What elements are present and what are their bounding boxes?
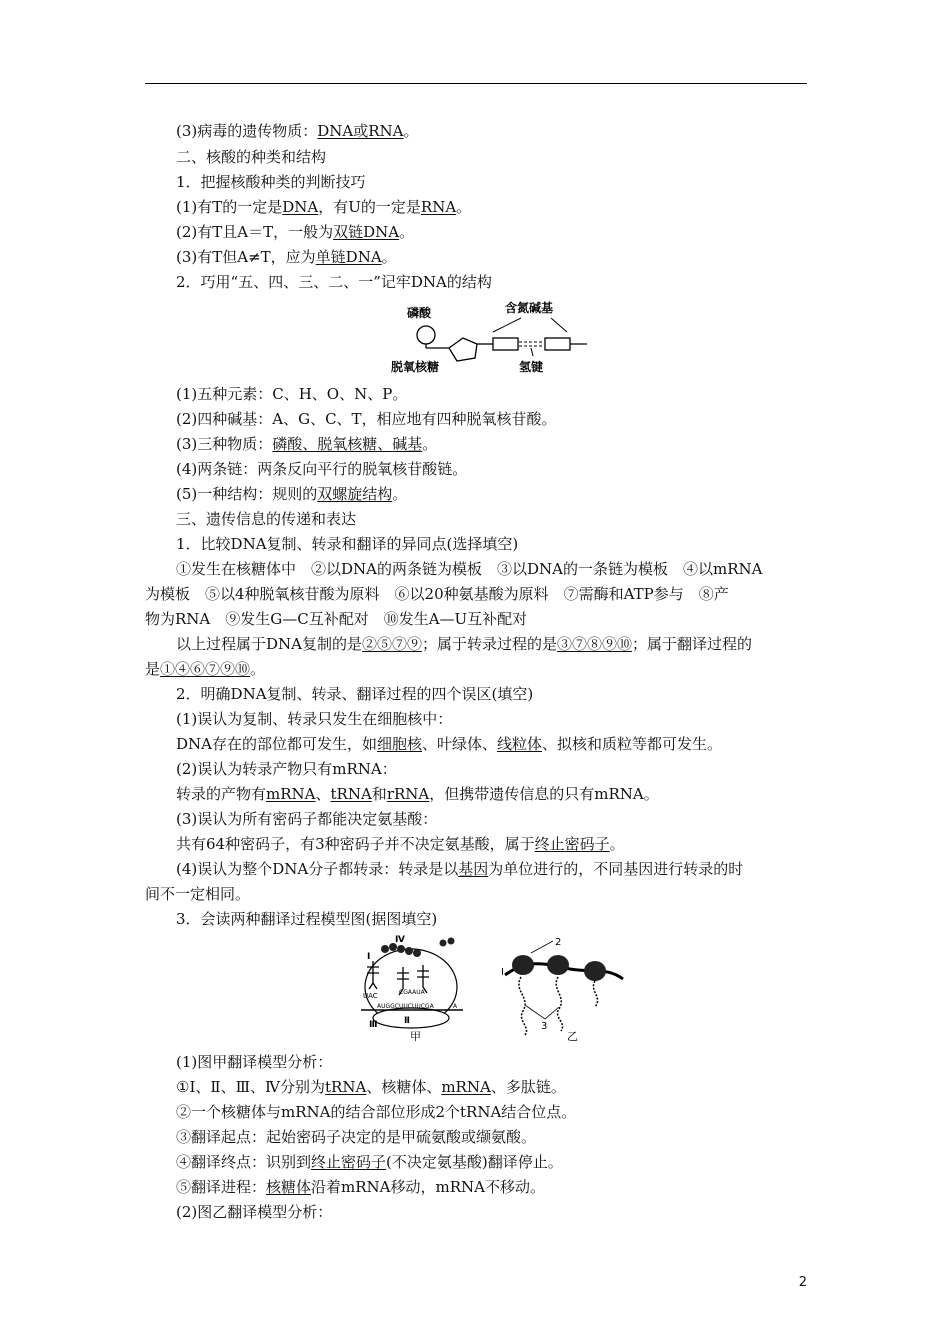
text-line: ④翻译终点：识别到终止密码子(不决定氨基酸)翻译停止。	[176, 1153, 563, 1171]
text-line: 物为RNA ⑨发生G—C互补配对 ⑩发生A—U互补配对	[145, 610, 528, 628]
polypeptide-chain	[519, 977, 527, 1035]
text-line: (2)图乙翻译模型分析：	[176, 1203, 333, 1221]
text-line: (1)有T的一定是DNA，有U的一定是RNA。	[176, 198, 472, 216]
ribosome-small-subunit	[373, 1008, 449, 1028]
hbond-label: 氢键	[519, 360, 544, 374]
svg-text:Ⅳ: Ⅳ	[395, 935, 405, 945]
svg-text:Ⅰ: Ⅰ	[501, 967, 504, 978]
page-number: 2	[798, 1275, 807, 1290]
text-line: (1)五种元素：C、H、O、N、P。	[176, 385, 408, 403]
translation-model-figure	[355, 935, 630, 1043]
svg-text:UAC: UAC	[363, 992, 378, 1000]
text-line: (3)有T但A≠T，应为单链DNA。	[176, 248, 397, 266]
section-heading: 二、核酸的种类和结构	[176, 148, 327, 166]
text-line: (4)两条链：两条反向平行的脱氧核苷酸链。	[176, 460, 468, 478]
phosphate-circle	[417, 326, 435, 344]
text-line: ③翻译起点：起始密码子决定的是甲硫氨酸或缬氨酸。	[176, 1128, 537, 1146]
svg-text:Ⅲ: Ⅲ	[369, 1020, 378, 1030]
text-line: (1)图甲翻译模型分析：	[176, 1053, 333, 1071]
text-line: 共有64种密码子，有3种密码子并不决定氨基酸，属于终止密码子。	[176, 835, 625, 853]
svg-text:2: 2	[555, 937, 562, 948]
subheading: 2．明确DNA复制、转录、翻译过程的四个误区(填空)	[176, 685, 534, 703]
svg-text:3: 3	[541, 1021, 548, 1032]
text-line: (2)有T且A＝T，一般为双链DNA。	[176, 223, 415, 241]
figure-jia	[361, 935, 463, 1043]
text-line: (3)三种物质：磷酸、脱氧核糖、碱基。	[176, 435, 438, 453]
figure-yi	[501, 937, 623, 1043]
text-line: ②一个核糖体与mRNA的结合部位形成2个tRNA结合位点。	[176, 1103, 577, 1121]
deoxyribose-pentagon	[449, 338, 477, 361]
text-line: ①Ⅰ、Ⅱ、Ⅲ、Ⅳ分别为tRNA、核糖体、mRNA、多肽链。	[176, 1078, 566, 1096]
text-line: 以上过程属于DNA复制的是②⑤⑦⑨；属于转录过程的是③⑦⑧⑨⑩；属于翻译过程的	[176, 635, 753, 653]
base-box-right	[545, 338, 570, 350]
base-label: 含氮碱基	[505, 301, 554, 315]
svg-text:A: A	[453, 1003, 458, 1010]
subheading: 2．巧用“五、四、三、二、一”记牢DNA的结构	[176, 273, 492, 291]
text-line: ⑤翻译进程：核糖体沿着mRNA移动，mRNA不移动。	[176, 1178, 545, 1196]
svg-text:Ⅰ: Ⅰ	[367, 952, 371, 962]
text-line: 间不一定相同。	[145, 885, 251, 903]
subheading: 1．把握核酸种类的判断技巧	[176, 173, 366, 191]
svg-text:甲: 甲	[410, 1030, 421, 1043]
text-line: 转录的产物有mRNA、tRNA和rRNA，但携带遗传信息的只有mRNA。	[176, 785, 659, 803]
polypeptide-chain	[593, 981, 597, 1007]
text-line: (2)四种碱基：A、G、C、T，相应地有四种脱氧核苷酸。	[176, 410, 557, 428]
text-line: (2)误认为转录产物只有mRNA：	[176, 760, 397, 778]
svg-text:AUGGCUUCUUCGA: AUGGCUUCUUCGA	[377, 1003, 434, 1010]
svg-text:乙: 乙	[567, 1030, 578, 1043]
text-line: 为模板 ⑤以4种脱氧核苷酸为原料 ⑥以20种氨基酸为原料 ⑦需酶和ATP参与 ⑧产	[145, 585, 729, 603]
sugar-label: 脱氧核糖	[391, 360, 440, 374]
text-line: DNA存在的部位都可发生，如细胞核、叶绿体、线粒体、拟核和质粒等都可发生。	[176, 735, 723, 753]
text-line: (5)一种结构：规则的双螺旋结构。	[176, 485, 408, 503]
text-line: (4)误认为整个DNA分子都转录：转录是以基因为单位进行的，不同基因进行转录的时	[176, 860, 744, 878]
subheading: 1．比较DNA复制、转录和翻译的异同点(选择填空)	[176, 535, 519, 553]
text-line: (1)误认为复制、转录只发生在细胞核中：	[176, 710, 453, 728]
ribosome	[584, 961, 606, 981]
header-rule	[145, 83, 807, 84]
text-line: 是①④⑥⑦⑨⑩。	[145, 660, 266, 678]
text-line: (3)误认为所有密码子都能决定氨基酸：	[176, 810, 438, 828]
dna-structure-figure	[385, 298, 600, 374]
text-line: ①发生在核糖体中 ②以DNA的两条链为模板 ③以DNA的一条链为模板 ④以mRNA	[176, 560, 763, 578]
svg-text:CGAAUA: CGAAUA	[399, 989, 425, 996]
base-box-left	[493, 338, 518, 350]
polypeptide-chain	[556, 977, 562, 1031]
ribosome	[512, 955, 534, 975]
subheading: 3．会读两种翻译过程模型图(据图填空)	[176, 910, 438, 928]
svg-text:Ⅱ: Ⅱ	[404, 1016, 410, 1026]
section-heading: 三、遗传信息的传递和表达	[176, 510, 357, 528]
phosphate-label: 磷酸	[407, 306, 432, 320]
ribosome	[547, 955, 569, 975]
text-line: (3)病毒的遗传物质：DNA或RNA。	[176, 122, 419, 140]
